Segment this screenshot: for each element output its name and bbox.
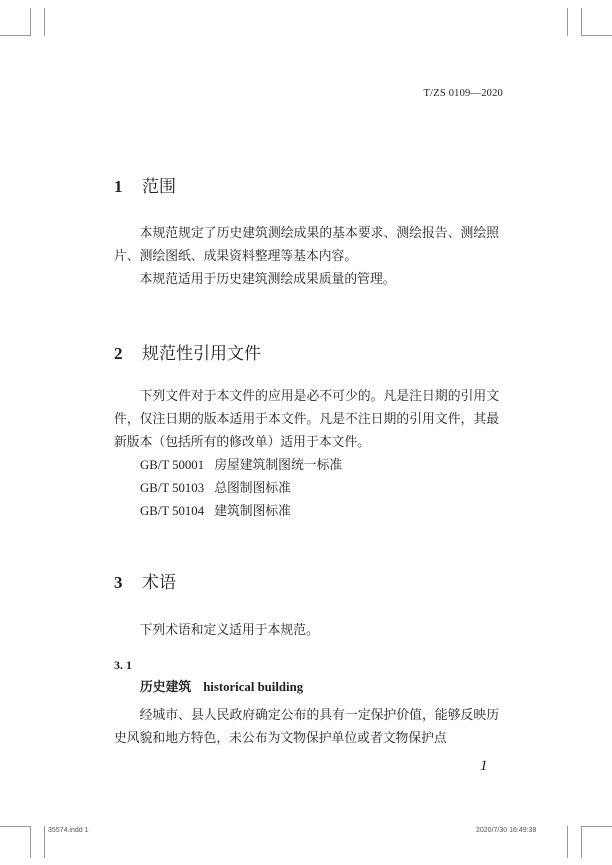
paragraph: 本规范适用于历史建筑测绘成果质量的管理。	[139, 272, 396, 287]
term-en: historical building	[203, 680, 304, 694]
section-number: 2	[114, 344, 123, 363]
paragraph: 下列文件对于本文件的应用是必不可少的。凡是注日期的引用文件，仅注日期的版本适用于本文件。凡是不注日期的引用文件，其最新版本（包括所有的修改单）适用于本文件。	[114, 389, 499, 450]
section-number: 1	[114, 177, 123, 196]
reference-item	[140, 477, 291, 500]
section-3-body	[114, 619, 499, 642]
section-title: 术语	[142, 573, 176, 593]
term-heading	[140, 676, 303, 695]
reference-name: 房屋建筑制图统一标准	[214, 458, 343, 473]
reference-code: GB/T 50001	[140, 458, 205, 472]
section-2-body	[114, 385, 499, 454]
section-number: 3	[114, 573, 123, 592]
term-zh: 历史建筑	[140, 680, 192, 695]
reference-item	[140, 454, 342, 477]
reference-item	[140, 500, 291, 523]
term-definition: 经城市、县人民政府确定公布的具有一定保护价值，能够反映历史风貌和地方特色，未公布为文物保护单位或者文物保护点	[114, 708, 499, 746]
reference-code: GB/T 50103	[140, 481, 205, 495]
reference-name: 建筑制图标准	[214, 504, 291, 519]
section-title: 范围	[142, 177, 176, 197]
paragraph: 本规范规定了历史建筑测绘成果的基本要求、测绘报告、测绘照片、测绘图纸、成果资料整理等基本内容。	[114, 226, 499, 264]
page-number: 1	[480, 758, 488, 774]
section-2-heading	[114, 339, 261, 364]
section-3-heading	[114, 568, 176, 593]
section-1-heading	[114, 172, 176, 197]
reference-name: 总图制图标准	[214, 481, 291, 496]
section-title: 规范性引用文件	[142, 344, 261, 364]
term-number: 3. 1	[114, 658, 132, 672]
reference-code: GB/T 50104	[140, 504, 205, 518]
slug-timestamp: 2020/7/30 16:49:38	[476, 827, 537, 834]
document-code: T/ZS 0109—2020	[423, 88, 503, 99]
slug-file-info: 35574.indd 1	[48, 827, 89, 834]
paragraph: 下列术语和定义适用于本规范。	[139, 623, 319, 638]
term-definition-block	[114, 704, 499, 750]
section-1-body	[114, 222, 499, 291]
